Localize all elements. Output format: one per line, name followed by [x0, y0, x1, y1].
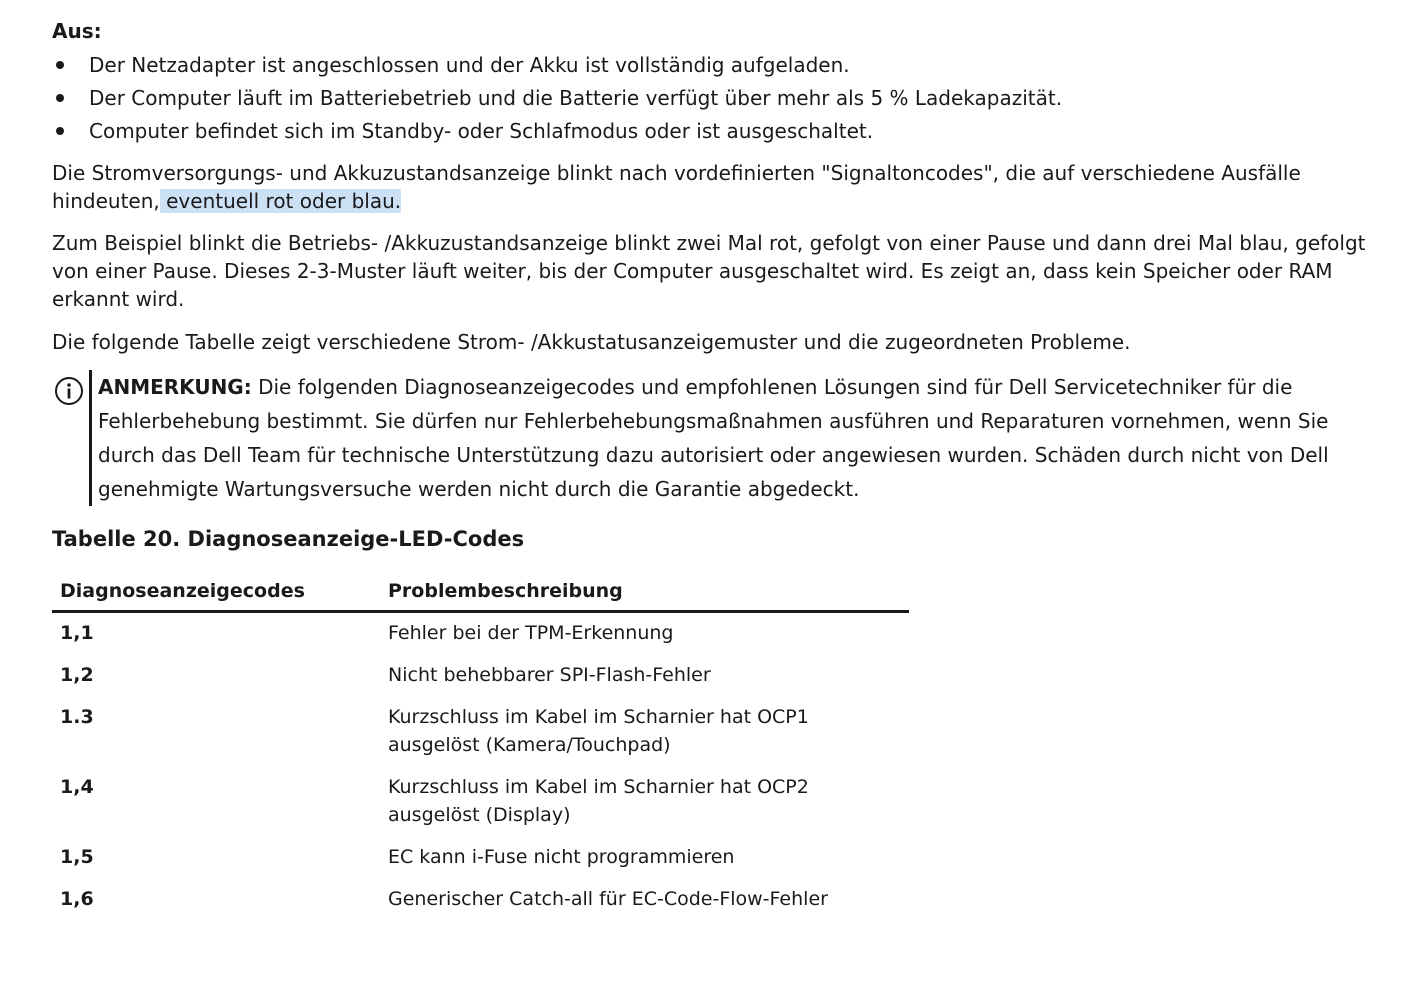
- table-title: Tabelle 20. Diagnoseanzeige-LED-Codes: [52, 527, 525, 551]
- cell-spacer: [878, 697, 909, 767]
- paragraph-text: Die Stromversorgungs- und Akkuzustandsanzeige blinkt nach vordefinierten "Signaltoncodes", die auf verschiedene Ausfälle hindeuten,: [52, 161, 1301, 213]
- table-row: [52, 697, 909, 767]
- bullet-text: Computer befindet sich im Standby- oder Schlafmodus oder ist ausgeschaltet.: [89, 119, 874, 143]
- cell-spacer: [878, 767, 909, 837]
- column-header-codes: Diagnoseanzeigecodes: [52, 572, 381, 612]
- cell-spacer: [878, 837, 909, 879]
- cell-description: Nicht behebbarer SPI-Flash-Fehler: [388, 664, 711, 686]
- paragraph-example[interactable]: Zum Beispiel blinkt die Betriebs- /Akkuzustandsanzeige blinkt zwei Mal rot, gefolgt von einer Pause und dann drei Mal blau, gefolgt von einer Pause. Dieses 2-3-Muster läuft weiter, bis der Computer ausgeschaltet wird. Es zeigt an, dass kein Speicher oder RAM erkannt wird.: [52, 231, 1366, 311]
- paragraph-signal-codes[interactable]: [52, 159, 1392, 215]
- cell-spacer: [878, 655, 909, 697]
- bullet-list: [52, 51, 1062, 150]
- paragraph-table-intro[interactable]: Die folgende Tabelle zeigt verschiedene Strom- /Akkustatusanzeigemuster und die zugeordneten Probleme.: [52, 330, 1131, 354]
- table-row: [52, 612, 909, 656]
- cell-spacer: [878, 612, 909, 656]
- table-row: [52, 655, 909, 697]
- bullet-item: [52, 51, 1062, 84]
- cell-code: 1,5: [60, 846, 94, 868]
- column-header-spacer: [878, 572, 909, 612]
- led-code-table: [52, 572, 909, 921]
- bullet-item: [52, 117, 1062, 150]
- cell-spacer: [878, 879, 909, 921]
- table-row: [52, 879, 909, 921]
- table-header-row: [52, 572, 909, 612]
- table-row: [52, 837, 909, 879]
- info-icon: [54, 376, 84, 406]
- cell-description: Kurzschluss im Kabel im Scharnier hat OCP2 ausgelöst (Display): [388, 776, 809, 826]
- cell-code: 1.3: [60, 706, 94, 728]
- bullet-item: [52, 84, 1062, 117]
- note-body: Die folgenden Diagnoseanzeigecodes und empfohlenen Lösungen sind für Dell Servicetechniker für die Fehlerbehebung bestimmt. Sie dürfen nur Fehlerbehebungsmaßnahmen ausführen und Reparaturen vornehmen, wenn Sie durch das Dell Team für technische Unterstützung dazu autorisiert oder angewiesen wurden. Schäden durch nicht von Dell genehmigte Wartungsversuche werden nicht durch die Garantie abgedeckt.: [98, 375, 1329, 501]
- bullet-text: Der Netzadapter ist angeschlossen und der Akku ist vollständig aufgeladen.: [89, 53, 850, 77]
- cell-description: Generischer Catch-all für EC-Code-Flow-Fehler: [388, 888, 828, 910]
- bullet-text: Der Computer läuft im Batteriebetrieb und die Batterie verfügt über mehr als 5 % Ladekapazität.: [89, 86, 1063, 110]
- selected-text[interactable]: eventuell rot oder blau.: [159, 189, 402, 213]
- cell-code: 1,1: [60, 622, 94, 644]
- note-label: ANMERKUNG:: [98, 375, 252, 399]
- cell-code: 1,6: [60, 888, 94, 910]
- bullet-dot-icon: [56, 61, 64, 69]
- column-header-description: Problembeschreibung: [381, 572, 878, 612]
- note-box: [52, 370, 1372, 506]
- cell-description: Kurzschluss im Kabel im Scharnier hat OCP1 ausgelöst (Kamera/Touchpad): [388, 706, 809, 756]
- cell-code: 1,4: [60, 776, 94, 798]
- note-divider: [89, 370, 92, 506]
- bullet-dot-icon: [56, 94, 64, 102]
- bullet-dot-icon: [56, 127, 64, 135]
- cell-description: EC kann i-Fuse nicht programmieren: [388, 846, 735, 868]
- note-text[interactable]: [98, 370, 1368, 506]
- cell-description: Fehler bei der TPM-Erkennung: [388, 622, 674, 644]
- cell-code: 1,2: [60, 664, 94, 686]
- table-row: [52, 767, 909, 837]
- section-heading: Aus:: [52, 19, 102, 43]
